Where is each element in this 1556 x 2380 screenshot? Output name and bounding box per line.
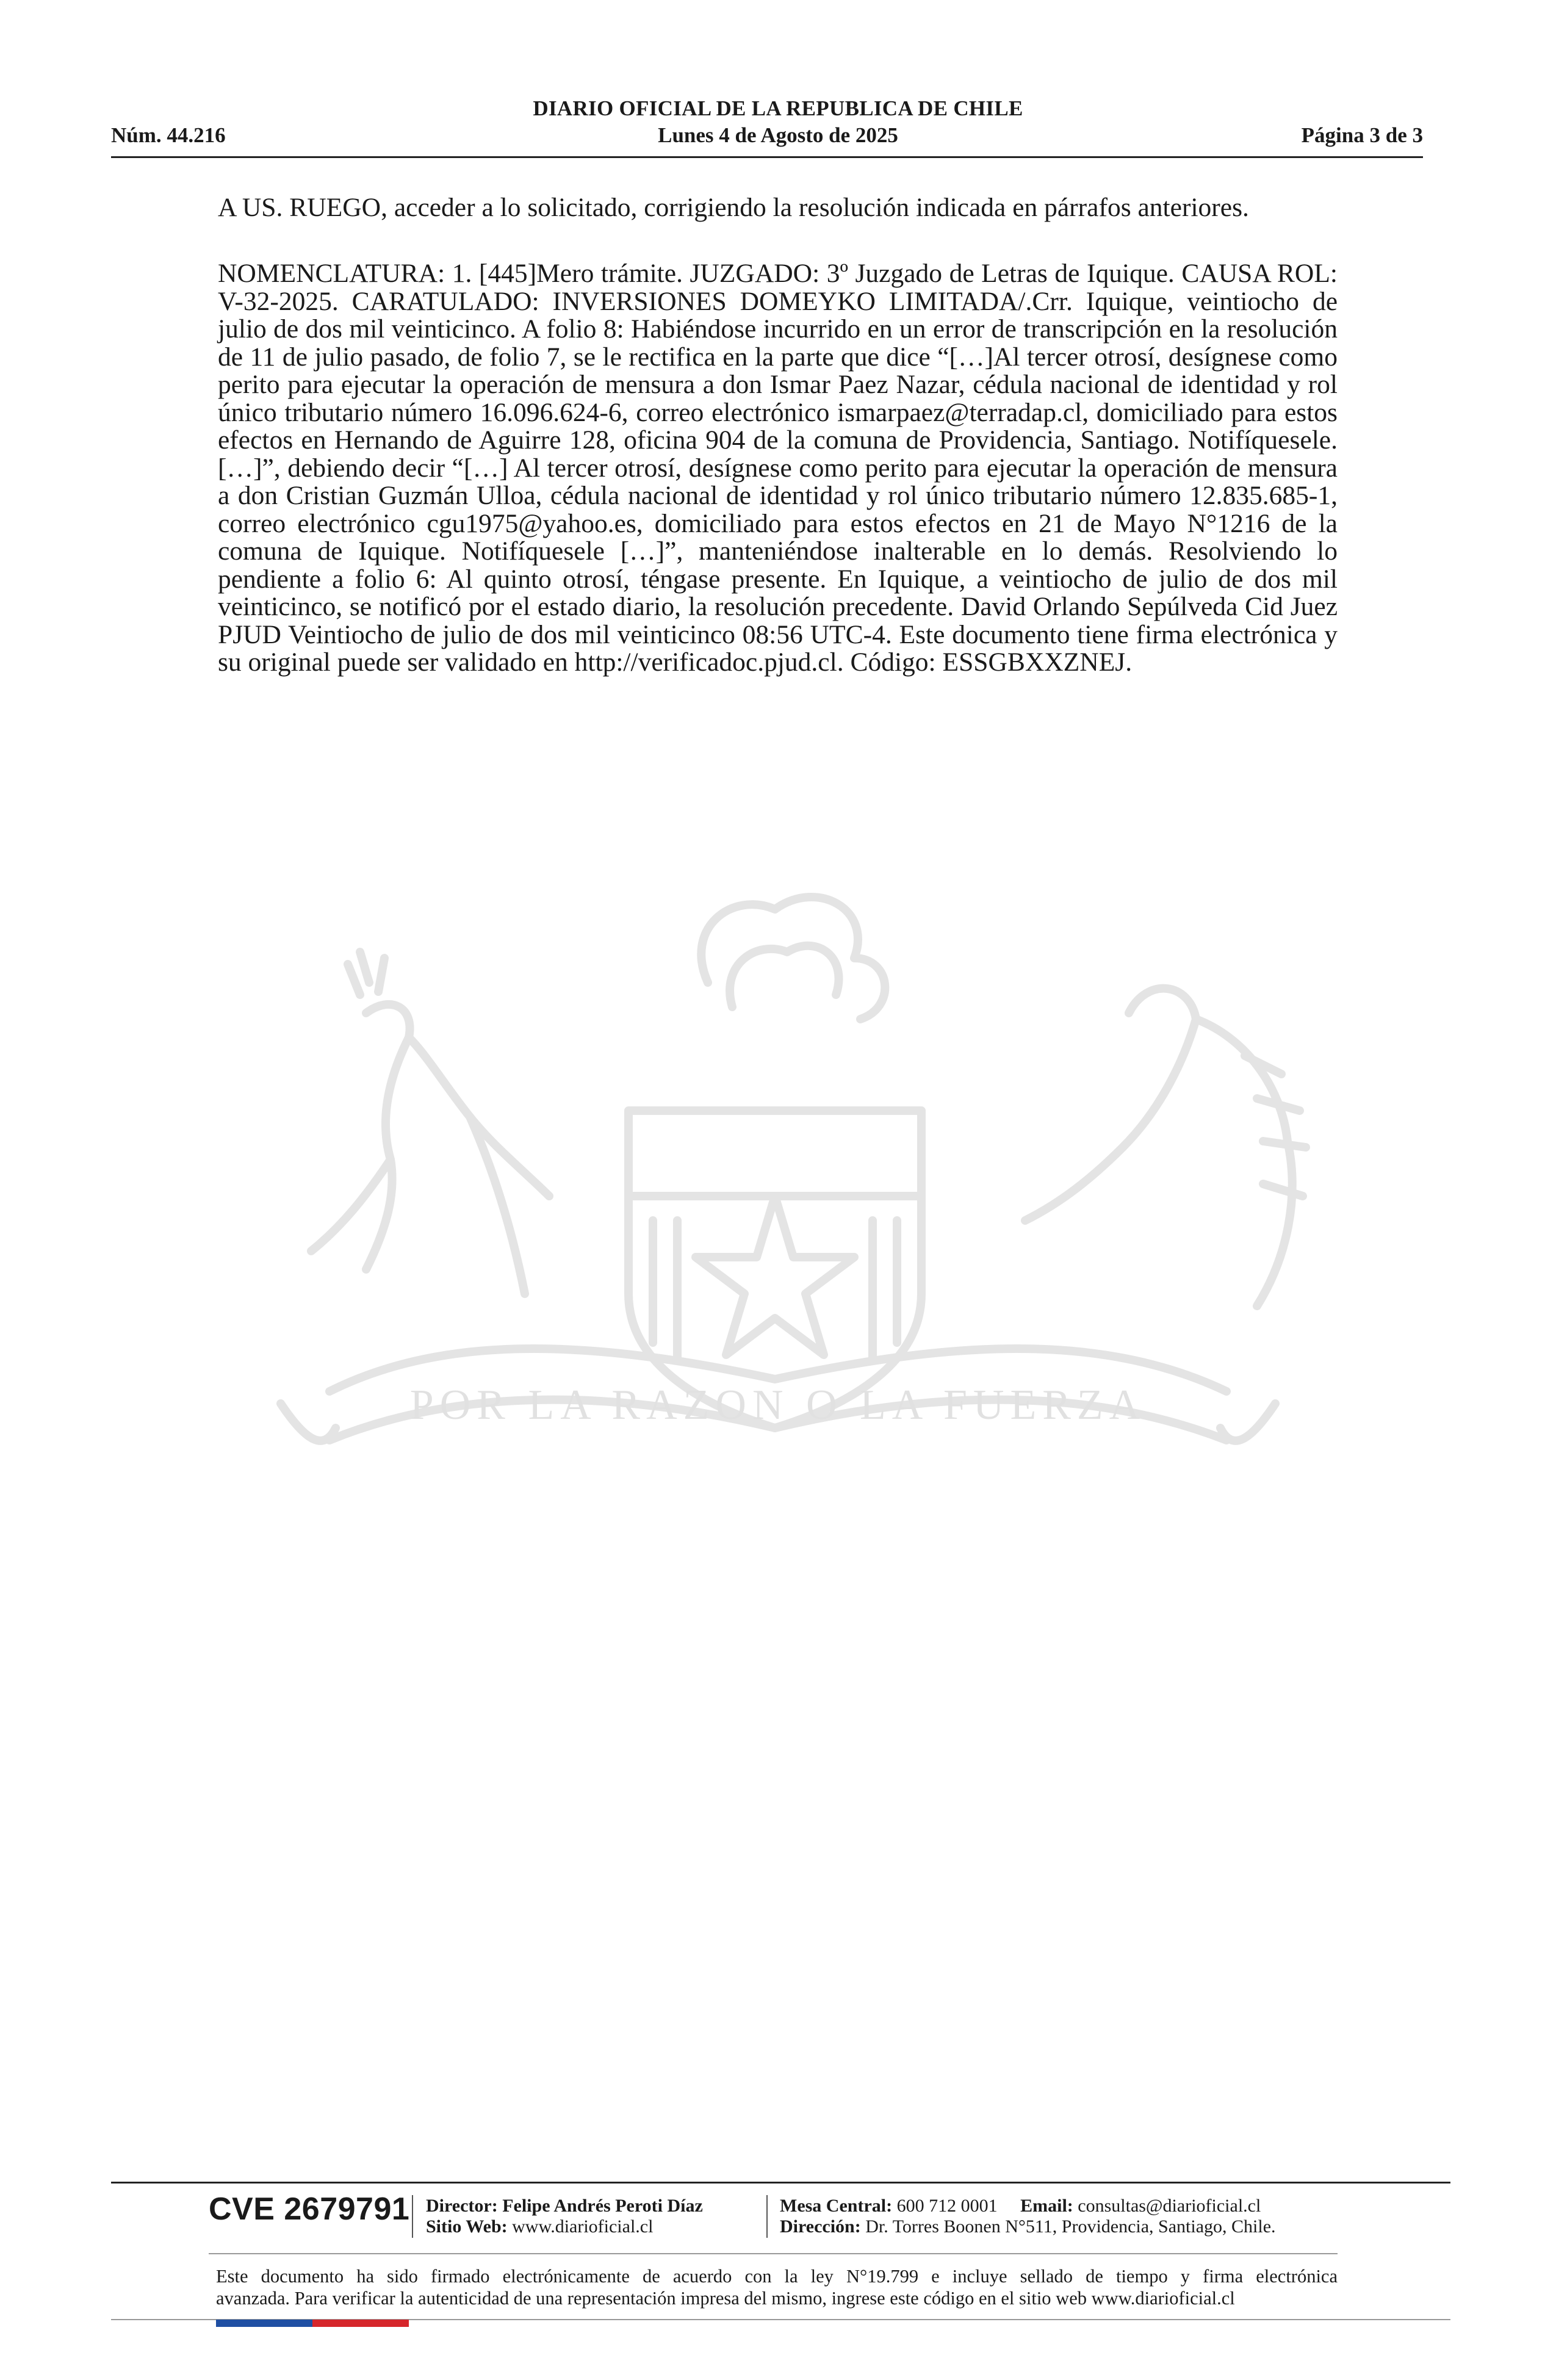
footer-contact: [780, 2196, 1261, 2216]
director-label: Director:: [426, 2196, 498, 2216]
flag-stripe-red: [312, 2320, 409, 2327]
address-label: Dirección:: [780, 2216, 861, 2237]
publication-title: DIARIO OFICIAL DE LA REPUBLICA DE CHILE: [533, 96, 1023, 120]
footer-separator: [412, 2195, 413, 2238]
footer-address: [780, 2216, 1276, 2237]
footer-director: [426, 2196, 703, 2216]
paragraph-resolution: NOMENCLATURA: 1. [445]Mero trámite. JUZGADO: 3º Juzgado de Letras de Iquique. CAUSA ROL: V-32-2025. CARATULADO: INVERSIONES DOMEYKO LIMITADA/.Crr. Iquique, veintiocho de julio de dos mil veinticinco. A folio 8: Habiéndose incurrido en un error de transcripción en la resolución de 11 de julio pasado, de folio 7, se le rectifica en la parte que dice “[…]Al tercer otrosí, desígnese como perito para ejecutar la operación de mensura a don Ismar Paez Nazar, cédula nacional de identidad y rol único tributario número 16.096.624-6, correo electrónico ismarpaez@terradap.cl, domiciliado para estos efectos en Hernando de Aguirre 128, oficina 904 de la comuna de Providencia, Santiago. Notifíquesele. […]”, debiendo decir “[…] Al tercer otrosí, desígnese como perito para ejecutar la operación de mensura a don Cristian Guzmán Ulloa, cédula nacional de identidad y rol único tributario número 12.835.685-1, correo electrónico cgu1975@yahoo.es, domiciliado para estos efectos en 21 de Mayo N°1216 de la comuna de Iquique. Notifíquesele […]”, manteniéndose inalterable en lo demás. Resolviendo lo pendiente a folio 6: Al quinto otrosí, téngase presente. En Iquique, a veintiocho de julio de dos mil veinticinco, se notificó por el estado diario, la resolución precedente. David Orlando Sepúlveda Cid Juez PJUD Veintiocho de julio de dos mil veinticinco 08:56 UTC-4. Este documento tiene firma electrónica y su original puede ser validado en http://verificadoc.pjud.cl. Código: ESSGBXXZNEJ.: [218, 259, 1338, 677]
footer-divider-top: [111, 2182, 1450, 2183]
website-link[interactable]: www.diarioficial.cl: [512, 2216, 654, 2237]
footer-divider-mid: [209, 2253, 1338, 2254]
page-indicator: Página 3 de 3: [1301, 123, 1423, 147]
email-label: Email:: [1020, 2196, 1073, 2216]
mesa-phone: 600 712 0001: [896, 2196, 998, 2216]
address-value: Dr. Torres Boonen N°511, Providencia, Santiago, Chile.: [865, 2216, 1276, 2237]
legal-note-line-2: avanzada. Para verificar la autenticidad de una representación impresa del mismo, ingrese este código en el sitio web www.diarioficial.cl: [216, 2288, 1235, 2309]
email-link[interactable]: consultas@diarioficial.cl: [1078, 2196, 1261, 2216]
flag-stripe-blue: [216, 2320, 312, 2327]
footer-website: [426, 2216, 653, 2237]
paragraph-request: A US. RUEGO, acceder a lo solicitado, corrigiendo la resolución indicada en párrafos anteriores.: [218, 193, 1249, 222]
cve-code: CVE 2679791: [209, 2191, 410, 2227]
header-divider: [111, 156, 1423, 158]
website-label: Sitio Web:: [426, 2216, 508, 2237]
mesa-label: Mesa Central:: [780, 2196, 893, 2216]
watermark-motto: POR LA RAZON O LA FUERZA: [409, 1382, 1147, 1429]
issue-date: Lunes 4 de Agosto de 2025: [658, 123, 898, 147]
footer-legal-note: [216, 2265, 1338, 2309]
director-name: Felipe Andrés Peroti Díaz: [502, 2196, 703, 2216]
footer-separator: [766, 2195, 768, 2238]
legal-note-line-1: Este documento ha sido firmado electrónicamente de acuerdo con la ley N°19.799 e incluye sellado de tiempo y firma electrónica: [216, 2266, 1338, 2287]
issue-number: Núm. 44.216: [111, 123, 226, 147]
coat-of-arms-watermark: [207, 854, 1349, 1617]
